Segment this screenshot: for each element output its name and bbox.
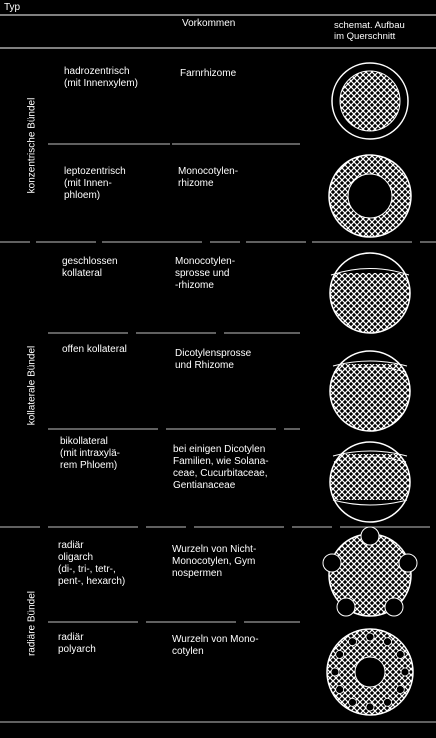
phloem-group xyxy=(396,686,404,694)
column-header-aufbau: schemat. Aufbau im Querschnitt xyxy=(334,20,405,42)
row-occurrence-offen-kollateral: Dicotylensprosse und Rhizome xyxy=(175,348,252,371)
phloem-group xyxy=(336,651,344,659)
row-occurrence-radiaer-oligarch: Wurzeln von Nicht- Monocotylen, Gym nospermen xyxy=(172,544,257,579)
phloem-group xyxy=(336,686,344,694)
schematic-radiaer-polyarch xyxy=(327,629,413,715)
row-type-geschlossen-kollateral: geschlossen kollateral xyxy=(62,256,118,279)
row-type-offen-kollateral: offen kollateral xyxy=(62,344,127,355)
row-type-leptozentrisch: leptozentrisch (mit Innen- phloem) xyxy=(64,166,126,201)
schematic-bikollateral xyxy=(328,440,412,524)
column-header-typ: Typ xyxy=(4,2,21,13)
group-label-radiaer: radiäre Bündel xyxy=(26,590,38,657)
phloem-group xyxy=(384,638,392,646)
group-label-kollateral: kollaterale Bündel xyxy=(26,345,38,426)
phloem-group xyxy=(396,651,404,659)
row-occurrence-hadrozentrisch: Farnrhizome xyxy=(180,68,237,79)
phloem-group xyxy=(349,638,357,646)
schematic-hadrozentrisch xyxy=(332,63,408,139)
group-label-konzentrisch: konzentrische Bündel xyxy=(26,97,38,194)
row-type-radiaer-polyarch: radiär polyarch xyxy=(58,632,96,655)
schematic-geschlossen-kollateral xyxy=(328,251,412,333)
schematic-offen-kollateral xyxy=(328,349,412,431)
phloem-group xyxy=(366,633,374,641)
phloem-group xyxy=(349,698,357,706)
row-occurrence-geschlossen-kollateral: Monocotylen- sprosse und -rhizome xyxy=(175,256,236,291)
schematic-leptozentrisch xyxy=(329,155,411,237)
phloem-group xyxy=(331,668,339,676)
row-type-radiaer-oligarch: radiär oligarch (di-, tri-, tetr-, pent-, hexarch) xyxy=(58,540,126,587)
row-type-bikollateral: bikollateral (mit intraxylä- rem Phloem) xyxy=(60,436,121,471)
row-type-hadrozentrisch: hadrozentrisch (mit Innenxylem) xyxy=(64,66,138,89)
row-occurrence-bikollateral: bei einigen Dicotylen Familien, wie Solana- ceae, Cucurbitaceae, Gentianaceae xyxy=(173,444,269,491)
row-occurrence-leptozentrisch: Monocotylen- rhizome xyxy=(178,166,239,189)
phloem-group xyxy=(401,668,409,676)
phloem-group xyxy=(366,703,374,711)
phloem-group xyxy=(384,698,392,706)
schematic-radiaer-oligarch xyxy=(323,527,417,616)
column-header-vorkommen: Vorkommen xyxy=(182,18,236,29)
row-occurrence-radiaer-polyarch: Wurzeln von Mono- cotylen xyxy=(172,634,259,657)
